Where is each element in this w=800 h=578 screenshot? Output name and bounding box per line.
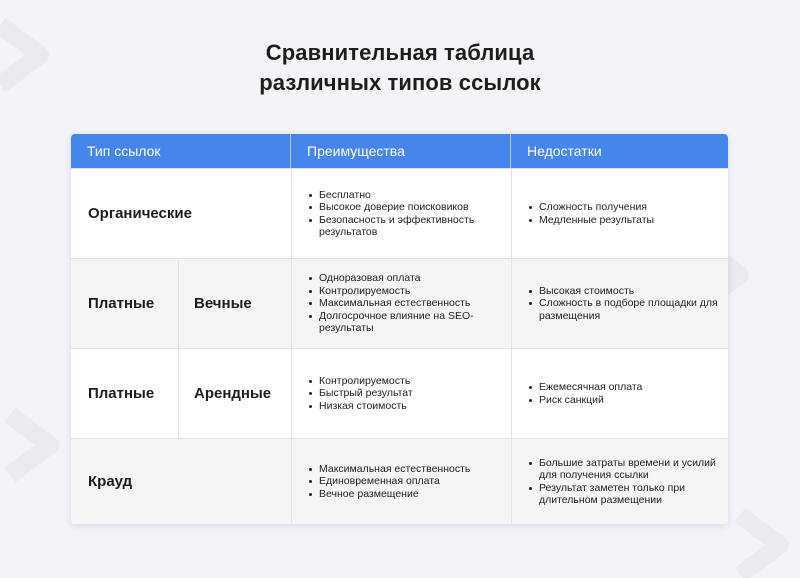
list-item: Единовременная оплата [308,475,470,488]
list-item: Одноразовая оплата [308,272,503,285]
list-item: Максимальная естественность [308,463,470,476]
disadvantages-list [528,201,654,226]
list-item: Ежемесячная оплата [528,381,642,394]
list-item: Безопасность и эффективность результатов [308,214,503,239]
type-label: Крауд [88,473,133,490]
list-item: Сложность в подборе площадки для размещения [528,297,720,322]
comparison-table [71,134,728,524]
disadvantages-list [528,381,642,406]
type-cell [71,169,291,258]
list-item: Большие затраты времени и усилий для получения ссылки [528,457,720,482]
advantages-cell [291,259,511,348]
type-cell [71,349,179,438]
advantages-list [308,272,503,335]
table-row-organic [71,168,728,258]
advantages-list [308,463,470,501]
header-disadvantages: Недостатки [527,143,602,159]
title-line-2: различных типов ссылок [259,70,541,95]
table-header [71,134,728,168]
list-item: Контролируемость [308,285,503,298]
list-item: Бесплатно [308,189,503,202]
disadvantages-cell [511,349,728,438]
list-item: Вечное размещение [308,488,470,501]
list-item: Низкая стоимость [308,400,413,413]
list-item: Высокая стоимость [528,285,720,298]
advantages-cell [291,349,511,438]
subtype-label: Арендные [194,385,272,402]
page-title [0,38,800,98]
advantages-list [308,375,413,413]
list-item: Контролируемость [308,375,413,388]
disadvantages-cell [511,169,728,258]
disadvantages-cell [511,259,728,348]
type-cell [71,259,179,348]
list-item: Сложность получения [528,201,654,214]
table-row-paid-permanent [71,258,728,348]
header-advantages: Преимущества [291,134,511,168]
subtype-cell [179,349,291,438]
chevron-watermark-icon [0,400,80,490]
title-line-1: Сравнительная таблица [265,40,535,65]
type-label: Платные [88,295,155,312]
table-row-paid-rental [71,348,728,438]
disadvantages-list [528,285,720,323]
disadvantages-list [528,457,720,507]
type-label: Органические [88,205,192,222]
list-item: Результат заметен только при длительном размещении [528,482,720,507]
list-item: Быстрый результат [308,387,413,400]
type-label: Платные [88,385,155,402]
list-item: Медленные результаты [528,214,654,227]
advantages-cell [291,439,511,524]
list-item: Высокое доверие поисковиков [308,201,503,214]
list-item: Риск санкций [528,394,642,407]
subtype-label: Вечные [194,295,252,312]
advantages-list [308,189,503,239]
header-type: Тип ссылок [71,134,291,168]
disadvantages-cell [511,439,728,524]
list-item: Долгосрочное влияние на SEO-результаты [308,310,503,335]
list-item: Максимальная естественность [308,297,503,310]
table-row-crowd [71,438,728,524]
type-cell [71,439,291,524]
subtype-cell [179,259,291,348]
advantages-cell [291,169,511,258]
chevron-watermark-icon [720,500,800,578]
